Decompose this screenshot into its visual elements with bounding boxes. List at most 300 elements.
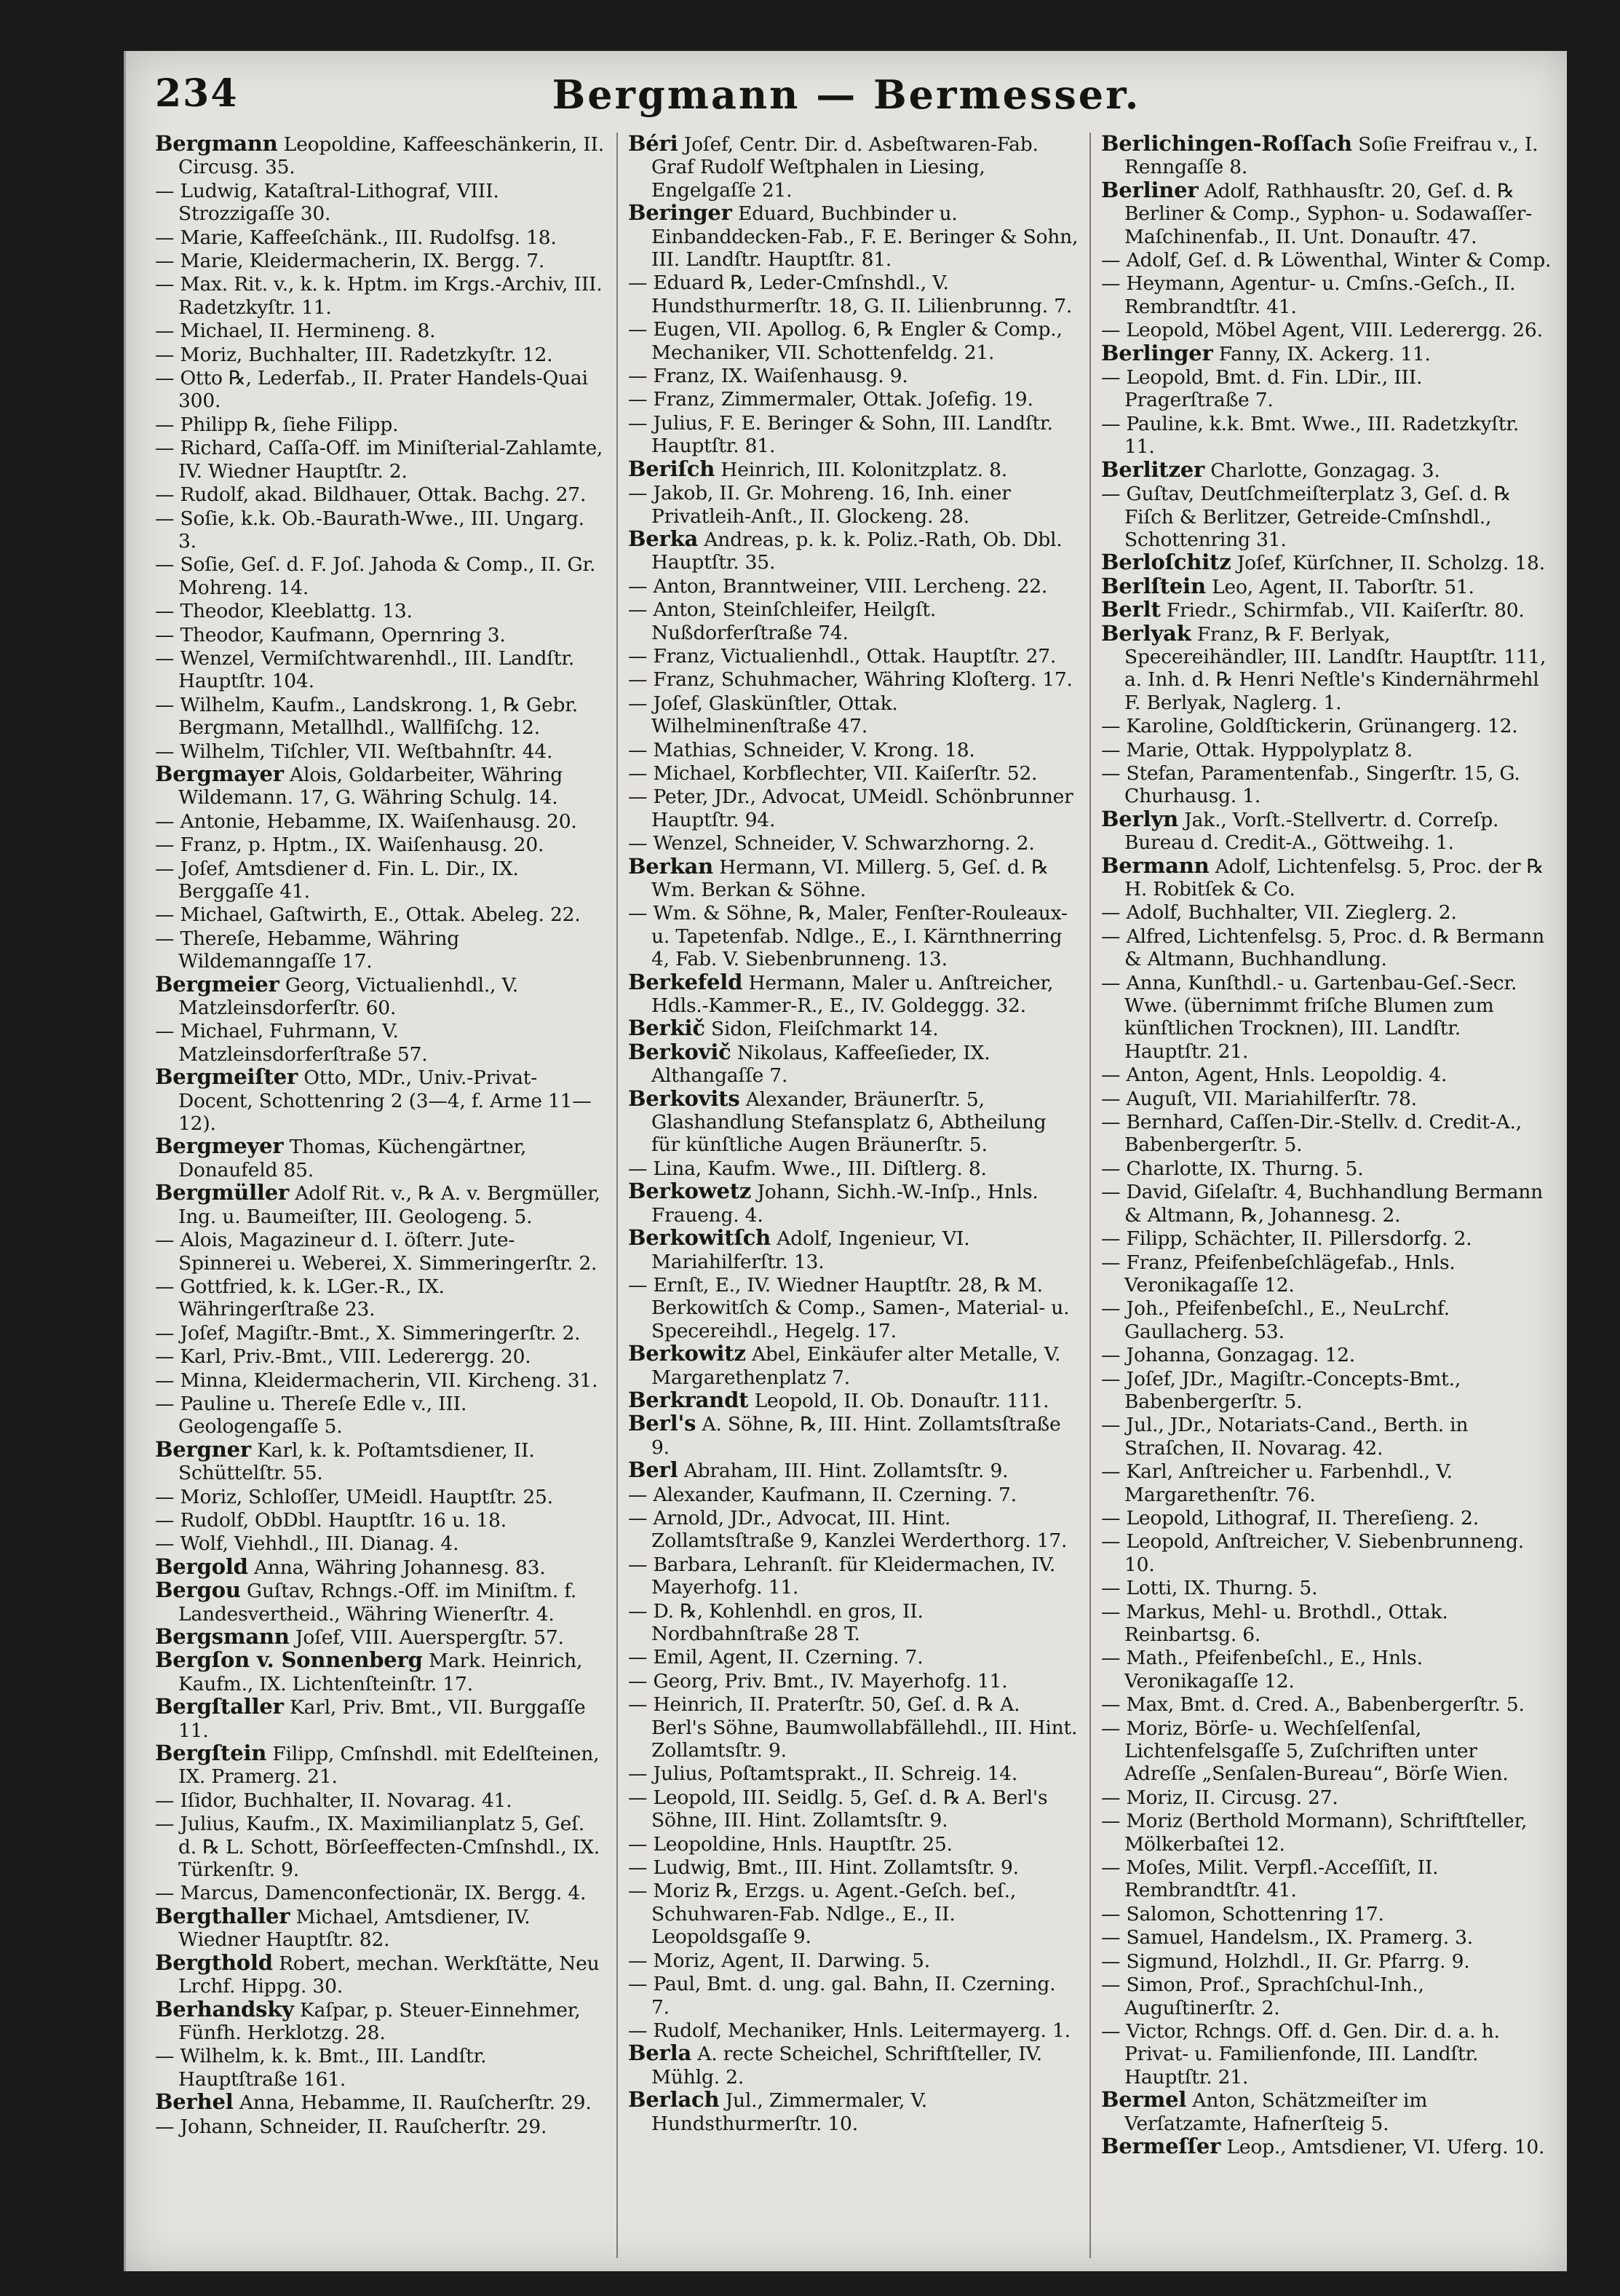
entry-surname: Berkič: [628, 1016, 705, 1041]
entry-details: — Moriz, II. Circusg. 27.: [1101, 1786, 1338, 1809]
entry-details: Otto, MDr., Univ.-Privat-Docent, Schottenring 2 (3—4, f. Arme 11—12).: [178, 1066, 592, 1136]
directory-entry: [155, 1438, 606, 1485]
entry-surname: Bergmeier: [155, 971, 279, 997]
entry-details: Nikolaus, Kaffeeſieder, IX. Althangaſſe 7.: [651, 1041, 990, 1088]
directory-entry: [1101, 1343, 1552, 1366]
directory-entry: [628, 1227, 1079, 1273]
directory-entry: [628, 598, 1079, 644]
directory-entry: [155, 553, 606, 599]
directory-entry: [155, 1066, 606, 1135]
directory-entry: [628, 1786, 1079, 1832]
entry-details: — Charlotte, IX. Thurng. 5.: [1101, 1157, 1364, 1180]
directory-entry: [155, 623, 606, 646]
entry-details: — Wolf, Viehhdl., III. Dianag. 4.: [155, 1532, 459, 1556]
entry-details: — Franz, Victualienhdl., Ottak. Hauptſtr. 27.: [628, 644, 1057, 668]
entry-surname: Berkrandt: [628, 1387, 749, 1412]
entry-details: — Julius, F. E. Beringer & Sohn, III. Landſtr. Hauptſtr. 81.: [628, 411, 1053, 458]
entry-details: — Joſef, JDr., Magiſtr.-Concepts-Bmt., Babenbergerſtr. 5.: [1101, 1367, 1461, 1413]
entry-details: — Adolf, Geſ. d. ℞ Löwenthal, Winter & Comp.: [1101, 249, 1552, 272]
entry-details: Friedr., Schirmfab., VII. Kaiſerſtr. 80.: [1160, 599, 1525, 622]
entry-surname: Berlichingen-Roſſach: [1101, 132, 1352, 156]
directory-entry: [155, 1742, 606, 1789]
directory-entry: [1101, 1949, 1552, 1973]
directory-entry: [155, 1789, 606, 1812]
directory-entry: [628, 1273, 1079, 1342]
directory-entry: [1101, 2019, 1552, 2089]
directory-entry: [1101, 575, 1552, 598]
entry-details: — Georg, Priv. Bmt., IV. Mayerhofg. 11.: [628, 1669, 1008, 1693]
entry-surname: Berl: [628, 1457, 678, 1483]
entry-details: — Auguſt, VII. Mariahilferſtr. 78.: [1101, 1087, 1417, 1110]
entry-details: — Jakob, II. Gr. Mohreng. 16, Inh. einer Privatleih-Anſt., II. Glockeng. 28.: [628, 482, 1011, 528]
directory-entry: [1101, 2089, 1552, 2135]
directory-entry: [1101, 1157, 1552, 1180]
entry-details: — Michael, II. Hermineng. 8.: [155, 320, 436, 343]
entry-details: Kaſpar, p. Steuer-Einnehmer, Fünfh. Herklotzg. 28.: [178, 1998, 581, 2044]
entry-surname: Beriſch: [628, 456, 715, 481]
directory-entry: [1101, 1227, 1552, 1250]
entry-details: — Rudolf, akad. Bildhauer, Ottak. Bachg. 27.: [155, 483, 587, 507]
directory-entry: [155, 740, 606, 763]
entry-details: — Marie, Ottak. Hyppolyplatz 8.: [1101, 738, 1413, 761]
entry-details: Hermann, VI. Millerg. 5, Geſ. d. ℞ Wm. Berkan & Söhne.: [651, 855, 1049, 901]
entry-details: Jul., Zimmermaler, V. Hundsthurmerſtr. 10.: [651, 2089, 927, 2135]
entry-details: — Leopold, Bmt. d. Fin. LDir., III. Pragerſtraße 7.: [1101, 366, 1423, 412]
entry-surname: Bermel: [1101, 2087, 1187, 2113]
entry-surname: Bergsmann: [155, 1624, 290, 1649]
entry-details: Leopold, II. Ob. Donauſtr. 111.: [748, 1389, 1049, 1412]
directory-entry: [1101, 1087, 1552, 1110]
directory-entry: [628, 528, 1079, 574]
directory-entry: [628, 1972, 1079, 2019]
entry-details: — Wilhelm, Kaufm., Landskrong. 1, ℞ Gebr. Bergmann, Metallhdl., Wallfiſchg. 12.: [155, 693, 578, 740]
entry-details: — Simon, Prof., Sprachſchul-Inh., Auguſtinerſtr. 2.: [1101, 1974, 1424, 2019]
page-number: 234: [155, 71, 239, 116]
directory-entry: [155, 249, 606, 272]
entry-details: — Soſie, Geſ. d. F. Joſ. Jahoda & Comp., II. Gr. Mohreng. 14.: [155, 553, 596, 599]
directory-entry: [155, 1998, 606, 2045]
entry-details: — Julius, Poſtamtsprakt., II. Schreig. 14.: [628, 1762, 1018, 1786]
entry-details: — Ernſt, E., IV. Wiedner Hauptſtr. 28, ℞ M. Berkowitſch & Comp., Samen-, Material- u. Specereihdl., Hegelg. 17.: [628, 1273, 1070, 1342]
entry-surname: Berloſchitz: [1101, 550, 1231, 575]
entry-details: — Marcus, Damenconfectionär, IX. Bergg. 4.: [155, 1882, 587, 1905]
directory-entry: [155, 413, 606, 436]
entry-details: Joſef, Kürſchner, II. Scholzg. 18.: [1231, 552, 1545, 575]
column-rule: [616, 132, 618, 2258]
entry-details: — Peter, JDr., Advocat, UMeidl. Schönbrunner Hauptſtr. 94.: [628, 785, 1073, 831]
entry-surname: Bergthold: [155, 1949, 273, 1975]
entry-details: — Joh., Pfeifenbeſchl., E., NeuLrchf. Gaullacherg. 53.: [1101, 1297, 1450, 1343]
entry-details: Adolf Rit. v., ℞ A. v. Bergmüller, Ing. u. Baumeiſter, III. Geologeng. 5.: [178, 1182, 600, 1228]
directory-entry: [155, 1949, 606, 1998]
directory-entry: [155, 2115, 606, 2138]
directory-entry: [628, 271, 1079, 317]
entry-details: — Joſef, Amtsdiener d. Fin. L. Dir., IX. Berggaſſe 41.: [155, 857, 519, 903]
entry-details: Alois, Goldarbeiter, Währing Wildemann. 17, G. Währing Schulg. 14.: [178, 763, 563, 809]
entry-surname: Berka: [628, 526, 699, 551]
directory-entry: [1101, 925, 1552, 971]
entry-details: — Joſef, Magiſtr.-Bmt., X. Simmeringerſtr. 2.: [155, 1321, 581, 1345]
entry-surname: Berkovič: [628, 1039, 731, 1064]
directory-page: [124, 51, 1567, 2271]
directory-entry: [155, 1135, 606, 1181]
directory-entry: [628, 1180, 1079, 1227]
directory-entry: [628, 317, 1079, 364]
directory-entry: [155, 1508, 606, 1532]
entry-details: Mark. Heinrich, Kaufm., IX. Lichtenſteinſtr. 17.: [178, 1650, 583, 1695]
directory-entry: [628, 1389, 1079, 1412]
entry-surname: Berkefeld: [628, 969, 743, 994]
entry-details: Soſie Freifrau v., I. Renngaſſe 8.: [1124, 133, 1538, 179]
directory-entry: [155, 226, 606, 249]
entry-details: — Leopold, Möbel Agent, VIII. Lederergg. 26.: [1101, 319, 1543, 342]
entry-details: — Eugen, VII. Apollog. 6, ℞ Engler & Comp., Mechaniker, VII. Schottenfeldg. 21.: [628, 318, 1063, 364]
directory-entry: [1101, 1786, 1552, 1809]
entry-details: — Michael, Fuhrmann, V. Matzleinsdorferſtraße 57.: [155, 1020, 428, 1066]
directory-entry: [155, 1181, 606, 1228]
directory-entry: [1101, 598, 1552, 622]
entry-details: Karl, k. k. Poſtamtsdiener, II. Schüttelſtr. 55.: [178, 1438, 535, 1485]
entry-details: — Alexander, Kaufmann, II. Czerning. 7.: [628, 1483, 1017, 1506]
entry-details: — Wm. & Söhne, ℞, Maler, Fenſter-Rouleaux- u. Tapetenfab. Ndlge., E., I. Kärnthnerring 4, Fab. V. Siebenbrunneng. 13.: [628, 902, 1068, 971]
column-3: [1101, 132, 1552, 2258]
entry-details: Charlotte, Gonzagag. 3.: [1204, 459, 1440, 482]
directory-entry: [1101, 1413, 1552, 1460]
directory-entry: [155, 1812, 606, 1881]
entry-surname: Bergou: [155, 1577, 241, 1603]
entry-details: — Karl, Priv.-Bmt., VIII. Lederergg. 20.: [155, 1345, 531, 1369]
directory-entry: [628, 1085, 1079, 1157]
entry-details: — Paul, Bmt. d. ung. gal. Bahn, II. Czerning. 7.: [628, 1973, 1056, 2019]
entry-details: Anna, Hebamme, II. Rauſcherſtr. 29.: [233, 2091, 592, 2115]
entry-details: — Franz, Schuhmacher, Währing Kloſterg. 17.: [628, 668, 1073, 692]
entry-surname: Bergmayer: [155, 761, 284, 786]
entry-details: — Leopoldine, Hnls. Hauptſtr. 25.: [628, 1832, 953, 1856]
directory-entry: [628, 458, 1079, 481]
directory-entry: [1101, 1297, 1552, 1343]
entry-details: — Rudolf, ObDbl. Hauptſtr. 16 u. 18.: [155, 1508, 507, 1532]
directory-entry: [1101, 179, 1552, 248]
directory-entry: [155, 2091, 606, 2114]
directory-entry: [628, 574, 1079, 598]
entry-surname: Berhandsky: [155, 1996, 294, 2022]
directory-entry: [155, 507, 606, 553]
entry-details: — Karl, Anſtreicher u. Farbenhdl., V. Margarethenſtr. 76.: [1101, 1460, 1453, 1506]
directory-entry: [628, 855, 1079, 902]
directory-entry: [155, 319, 606, 342]
entry-details: Michael, Amtsdiener, IV. Wiedner Hauptſtr. 82.: [178, 1905, 531, 1952]
directory-entry: [155, 1321, 606, 1345]
entry-details: A. Söhne, ℞, III. Hint. Zollamtsſtraße 9.: [651, 1413, 1061, 1459]
entry-details: Leopoldine, Kaffeeschänkerin, II. Circusg. 35.: [178, 133, 604, 179]
columns: [155, 132, 1552, 2258]
directory-entry: [628, 1599, 1079, 1646]
directory-entry: [155, 1579, 606, 1626]
entry-details: — Philipp ℞, ſiehe Filipp.: [155, 413, 399, 436]
column-1: [155, 132, 606, 2258]
directory-entry: [1101, 1063, 1552, 1086]
entry-surname: Bergmann: [155, 132, 278, 156]
entry-details: — Michael, Gaſtwirth, E., Ottak. Abeleg. 22.: [155, 903, 581, 927]
entry-details: — Filipp, Schächter, II. Pillersdorfg. 2.: [1101, 1227, 1472, 1251]
directory-entry: [628, 1342, 1079, 1389]
entry-surname: Berlach: [628, 2087, 720, 2113]
entry-details: Franz, ℞ F. Berlyak, Specereihändler, III. Landſtr. Hauptſtr. 111, a. Inh. d. ℞ Henri Neſtle's Kindernährmehl F. Berlyak, Naglerg. 1.: [1124, 622, 1546, 714]
directory-entry: [628, 1669, 1079, 1693]
entry-details: — Anton, Steinſchleifer, Heilgſt. Nußdorferſtraße 74.: [628, 598, 937, 644]
directory-entry: [1101, 1902, 1552, 1925]
entry-surname: Bergmüller: [155, 1180, 290, 1206]
entry-details: — Rudolf, Mechaniker, Hnls. Leitermayerg. 1.: [628, 2019, 1071, 2042]
entry-details: — Theodor, Kaufmann, Opernring 3.: [155, 623, 506, 646]
entry-details: Karl, Priv. Bmt., VII. Burggaſſe 11.: [178, 1696, 586, 1742]
entry-details: — Adolf, Buchhalter, VII. Zieglerg. 2.: [1101, 901, 1457, 925]
entry-surname: Bermeſſer: [1101, 2133, 1221, 2158]
entry-details: — Leopold, Lithograf, II. Thereſieng. 2.: [1101, 1506, 1479, 1529]
directory-entry: [155, 693, 606, 740]
entry-details: — Max, Bmt. d. Cred. A., Babenbergerſtr. 5.: [1101, 1693, 1525, 1717]
entry-details: — Julius, Kaufm., IX. Maximilianplatz 5, Geſ. d. ℞ L. Schott, Börſeeffecten-Cmſnshdl., IX. Türkenſtr. 9.: [155, 1813, 600, 1882]
directory-entry: [628, 2089, 1079, 2135]
directory-entry: [1101, 738, 1552, 761]
directory-entry: [628, 738, 1079, 761]
directory-entry: [1101, 1717, 1552, 1786]
entry-surname: Berkowetz: [628, 1179, 752, 1204]
entry-surname: Bergſtaller: [155, 1694, 284, 1719]
directory-entry: [155, 179, 606, 226]
directory-entry: [1101, 622, 1552, 715]
entry-details: — Ludwig, Kataſtral-Lithograf, VIII. Strozzigaſſe 30.: [155, 179, 499, 226]
entry-details: — Markus, Mehl- u. Brothdl., Ottak. Reinbartsg. 6.: [1101, 1600, 1448, 1646]
entry-details: Andreas, p. k. k. Poliz.-Rath, Ob. Dbl. Hauptſtr. 35.: [651, 528, 1063, 574]
entry-details: — Otto ℞, Lederfab., II. Prater Handels-Quai 300.: [155, 367, 588, 413]
directory-entry: [1101, 1576, 1552, 1599]
entry-surname: Bergold: [155, 1553, 248, 1579]
directory-entry: [155, 436, 606, 483]
entry-surname: Berhel: [155, 2089, 234, 2115]
entry-details: — Sigmund, Holzhdl., II. Gr. Pfarrg. 9.: [1101, 1949, 1470, 1973]
directory-entry: [628, 1506, 1079, 1553]
entry-details: Sidon, Fleiſchmarkt 14.: [704, 1018, 939, 1041]
entry-details: — Franz, IX. Waiſenhausg. 9.: [628, 365, 908, 388]
entry-details: — Lina, Kaufm. Wwe., III. Diſtlerg. 8.: [628, 1157, 987, 1180]
directory-entry: [1101, 1809, 1552, 1856]
entry-details: Abel, Einkäufer alter Metalle, V. Margarethenplatz 7.: [651, 1343, 1061, 1389]
directory-entry: [628, 1041, 1079, 1088]
entry-details: — Salomon, Schottenring 17.: [1101, 1902, 1384, 1925]
entry-details: Anna, Währing Johannesg. 83.: [247, 1556, 546, 1579]
directory-entry: [1101, 900, 1552, 924]
directory-entry: [155, 1532, 606, 1555]
directory-entry: [155, 1649, 606, 1695]
entry-details: — Johann, Schneider, II. Rauſcherſtr. 29.: [155, 2115, 547, 2138]
entry-details: — Ludwig, Bmt., III. Hint. Zollamtsſtr. 9.: [628, 1856, 1019, 1880]
entry-details: — Theodor, Kleeblattg. 13.: [155, 600, 413, 623]
entry-surname: Berliner: [1101, 177, 1199, 202]
directory-entry: [155, 272, 606, 319]
directory-entry: [155, 763, 606, 809]
entry-details: — Minna, Kleidermacherin, VII. Kircheng. 31.: [155, 1369, 598, 1392]
entry-surname: Berla: [628, 2040, 692, 2066]
directory-entry: [155, 132, 606, 179]
entry-details: — Gottfried, k. k. LGer.-R., IX. Währingerſtraße 23.: [155, 1275, 445, 1321]
directory-entry: [155, 1392, 606, 1438]
directory-entry: [1101, 1506, 1552, 1529]
directory-entry: [628, 1017, 1079, 1040]
entry-details: Leop., Amtsdiener, VI. Uferg. 10.: [1220, 2135, 1545, 2158]
entry-surname: Berlinger: [1101, 340, 1213, 365]
directory-entry: [628, 1762, 1079, 1785]
directory-entry: [628, 411, 1079, 458]
entry-surname: Bergmeyer: [155, 1133, 284, 1159]
directory-entry: [628, 1645, 1079, 1668]
directory-entry: [628, 644, 1079, 668]
entry-details: Adolf, Lichtenfelsg. 5, Proc. der ℞ H. Robitſek & Co.: [1124, 855, 1544, 900]
directory-entry: [1101, 1110, 1552, 1157]
entry-details: — Iſidor, Buchhalter, II. Novarag. 41.: [155, 1789, 512, 1812]
directory-entry: [628, 1879, 1079, 1948]
page-header: [155, 71, 1538, 130]
entry-details: — Pauline, k.k. Bmt. Wwe., III. Radetzkyſtr. 11.: [1101, 412, 1520, 459]
entry-details: Joſef, Centr. Dir. d. Asbeſtwaren-Fab. Graf Rudolf Weſtphalen in Liesing, Engelgaſſe 21.: [651, 133, 1039, 202]
entry-details: Robert, mechan. Werkſtätte, Neu Lrchf. Hippg. 30.: [178, 1952, 600, 1998]
entry-details: A. recte Scheichel, Schriftſteller, IV. Mühlg. 2.: [651, 2043, 1042, 2089]
entry-surname: Berlyn: [1101, 806, 1178, 831]
directory-entry: [1101, 1367, 1552, 1414]
directory-entry: [155, 483, 606, 506]
entry-details: — Guſtav, Deutſchmeiſterplatz 3, Geſ. d. ℞ Fiſch & Berlitzer, Getreide-Cmſnshdl., Schottenring 31.: [1101, 483, 1512, 551]
entry-surname: Bergner: [155, 1436, 251, 1462]
entry-details: — Anna, Kunſthdl.- u. Gartenbau-Geſ.-Secr. Wwe. (übernimmt friſche Blumen zum künſtlichen Trocknen), III. Landſtr. Hauptſtr. 21.: [1101, 971, 1517, 1063]
entry-details: — Heymann, Agentur- u. Cmſns.-Geſch., II. Rembrandtſtr. 41.: [1101, 272, 1516, 318]
directory-entry: [155, 1626, 606, 1649]
entry-surname: Berkowitſch: [628, 1225, 771, 1251]
directory-entry: [155, 973, 606, 1020]
entry-details: — D. ℞, Kohlenhdl. en gros, II. Nordbahnſtraße 28 T.: [628, 1599, 924, 1645]
directory-entry: [1101, 761, 1552, 808]
column-2: [628, 132, 1079, 2258]
entry-details: — Barbara, Lehranſt. für Kleidermachen, IV. Mayerhofg. 11.: [628, 1553, 1056, 1599]
entry-details: — Mathias, Schneider, V. Krong. 18.: [628, 738, 975, 761]
entry-surname: Berkan: [628, 853, 714, 879]
directory-entry: [1101, 852, 1552, 901]
entry-details: — Anton, Agent, Hnls. Leopoldig. 4.: [1101, 1064, 1448, 1087]
entry-details: — Moriz, Börſe- u. Wechſelſenſal, Lichtenfelsgaſſe 5, Zuſchriften unter Adreſſe „Senſalen-Bureau“, Börſe Wien.: [1101, 1717, 1509, 1786]
entry-details: — Leopold, Anſtreicher, V. Siebenbrunneng. 10.: [1101, 1530, 1524, 1576]
directory-entry: [1101, 456, 1552, 482]
directory-entry: [155, 646, 606, 693]
entry-details: — Moriz, Schloſſer, UMeidl. Hauptſtr. 25.: [155, 1485, 553, 1508]
directory-entry: [1101, 1460, 1552, 1506]
directory-entry: [155, 599, 606, 622]
entry-surname: Berlyak: [1101, 620, 1191, 646]
entry-details: — Lotti, IX. Thurng. 5.: [1101, 1577, 1318, 1600]
directory-entry: [155, 1228, 606, 1275]
directory-entry: [155, 927, 606, 973]
entry-details: — Victor, Rchngs. Off. d. Gen. Dir. d. a. h. Privat- u. Familienfonde, III. Landſtr. Hauptſtr. 21.: [1101, 2019, 1500, 2089]
entry-details: — Franz, Pfeifenbeſchlägefab., Hnls. Veronikagaſſe 12.: [1101, 1251, 1456, 1297]
entry-details: — Pauline u. Thereſe Edle v., III. Geologengaſſe 5.: [155, 1392, 467, 1438]
entry-surname: Bermann: [1101, 852, 1210, 878]
directory-entry: [1101, 1973, 1552, 2019]
entry-details: — Emil, Agent, II. Czerning. 7.: [628, 1646, 924, 1669]
directory-entry: [155, 2044, 606, 2091]
entry-details: — Math., Pfeifenbeſchl., E., Hnls. Veronikagaſſe 12.: [1101, 1647, 1423, 1693]
entry-details: Adolf, Ingenieur, VI. Mariahilferſtr. 13.: [651, 1227, 970, 1273]
entry-surname: Berlitzer: [1101, 456, 1205, 482]
directory-entry: [1101, 808, 1552, 855]
entry-details: Hermann, Maler u. Anſtreicher, Hdls.-Kammer-R., E., IV. Goldeggg. 32.: [651, 971, 1054, 1018]
directory-entry: [1101, 551, 1552, 574]
directory-entry: [1101, 342, 1552, 365]
directory-entry: [1101, 1646, 1552, 1693]
directory-entry: [155, 833, 606, 856]
directory-entry: [155, 857, 606, 903]
directory-entry: [628, 1693, 1079, 1762]
directory-entry: [628, 901, 1079, 970]
entry-details: — Michael, Korbflechter, VII. Kaiſerſtr. 52.: [628, 761, 1038, 785]
directory-entry: [628, 761, 1079, 785]
directory-entry: [155, 343, 606, 366]
directory-entry: [628, 1949, 1079, 1972]
entry-details: — Wilhelm, Tiſchler, VII. Weſtbahnſtr. 44.: [155, 740, 553, 763]
directory-entry: [628, 2019, 1079, 2042]
entry-details: — Soſie, k.k. Ob.-Baurath-Wwe., III. Ungarg. 3.: [155, 507, 584, 553]
directory-entry: [628, 831, 1079, 855]
entry-details: Guſtav, Rchngs.-Off. im Miniſtm. f. Landesvertheid., Währing Wienerſtr. 4.: [178, 1580, 577, 1626]
directory-entry: [1101, 2135, 1552, 2158]
directory-entry: [628, 971, 1079, 1018]
directory-entry: [1101, 248, 1552, 272]
entry-details: — Thereſe, Hebamme, Währing Wildemanngaſſe 17.: [155, 927, 459, 973]
directory-entry: [628, 692, 1079, 738]
entry-surname: Bergſtein: [155, 1741, 267, 1766]
directory-entry: [155, 903, 606, 926]
directory-entry: [1101, 971, 1552, 1064]
entry-details: — Wilhelm, k. k. Bmt., III. Landſtr. Hauptſtraße 161.: [155, 2045, 487, 2091]
entry-details: — Eduard ℞, Leder-Cmſnshdl., V. Hundsthurmerſtr. 18, G. II. Lilienbrunng. 7.: [628, 272, 1073, 317]
directory-entry: [1101, 412, 1552, 459]
directory-entry: [1101, 482, 1552, 551]
entry-details: Jak., Vorſt.-Stellvertr. d. Correſp. Bureau d. Credit-A., Göttweihg. 1.: [1124, 808, 1499, 855]
directory-entry: [628, 785, 1079, 831]
directory-entry: [628, 1832, 1079, 1856]
entry-surname: Bergmeiſter: [155, 1064, 298, 1090]
entry-details: — Arnold, JDr., Advocat, III. Hint. Zollamtsſtraße 9, Kanzlei Werderthorg. 17.: [628, 1506, 1068, 1553]
entry-details: — Marie, Kleidermacherin, IX. Bergg. 7.: [155, 250, 545, 273]
directory-entry: [628, 1459, 1079, 1482]
column-rule: [1089, 132, 1091, 2258]
directory-entry: [1101, 714, 1552, 737]
directory-entry: [155, 809, 606, 833]
entry-details: Georg, Victualienhdl., V. Matzleinsdorferſtr. 60.: [178, 973, 519, 1020]
entry-details: Thomas, Küchengärtner, Donaufeld 85.: [178, 1136, 527, 1181]
directory-entry: [628, 1157, 1079, 1180]
directory-entry: [628, 387, 1079, 411]
entry-details: — Leopold, III. Seidlg. 5, Geſ. d. ℞ A. Berl's Söhne, III. Hint. Zollamtsſtr. 9.: [628, 1786, 1048, 1832]
entry-surname: Bergſon v. Sonnenberg: [155, 1647, 423, 1673]
entry-details: — Karoline, Goldſtickerin, Grünangerg. 12.: [1101, 715, 1518, 738]
entry-details: — Samuel, Handelsm., IX. Pramerg. 3.: [1101, 1926, 1474, 1949]
entry-details: — David, Giſelaſtr. 4, Buchhandlung Bermann & Altmann, ℞, Johannesg. 2.: [1101, 1181, 1544, 1227]
entry-details: — Moriz (Berthold Mormann), Schriftſteller, Mölkerbaſtei 12.: [1101, 1810, 1528, 1856]
entry-details: Joſef, VIII. Auerspergſtr. 57.: [289, 1626, 564, 1649]
directory-entry: [155, 1485, 606, 1508]
directory-entry: [1101, 1529, 1552, 1576]
directory-entry: [1101, 1925, 1552, 1949]
entry-details: — Heinrich, II. Praterſtr. 50, Geſ. d. ℞ A. Berl's Söhne, Baumwollabfällehdl., III. Hint. Zollamtsſtr. 9.: [628, 1693, 1078, 1762]
entry-details: Anton, Schätzmeiſter im Verſatzamte, Hafnerſteig 5.: [1124, 2089, 1428, 2135]
